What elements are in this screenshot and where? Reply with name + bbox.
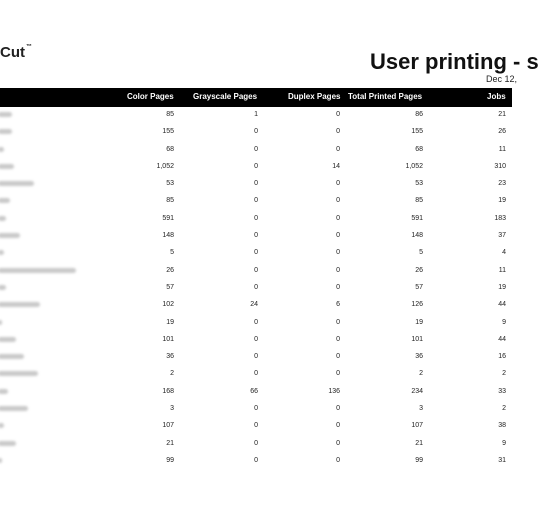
column-header-color-pages: Color Pages (127, 92, 174, 101)
report-title: User printing - s (370, 49, 539, 74)
grayscale-pages-cell: 0 (254, 232, 258, 240)
logo-trademark: ™ (26, 44, 32, 50)
table-row (0, 418, 512, 435)
column-header-grayscale-pages: Grayscale Pages (193, 92, 258, 101)
total-pages-cell: 1,052 (405, 162, 423, 170)
table-row (0, 107, 512, 124)
color-pages-cell: 26 (166, 266, 174, 274)
duplex-pages-cell: 0 (336, 405, 340, 413)
duplex-pages-cell: 14 (332, 162, 340, 170)
grayscale-pages-cell: 0 (254, 283, 258, 291)
duplex-pages-cell: 0 (336, 266, 340, 274)
jobs-cell: 19 (498, 197, 506, 205)
blurred-user-name (0, 250, 4, 255)
grayscale-pages-cell: 0 (254, 456, 258, 464)
grayscale-pages-cell: 1 (254, 111, 258, 118)
jobs-cell: 16 (498, 353, 506, 361)
duplex-pages-cell: 0 (336, 180, 340, 188)
jobs-cell: 23 (498, 180, 506, 188)
table-body (0, 107, 512, 470)
total-pages-cell: 148 (411, 232, 423, 240)
duplex-pages-cell: 0 (336, 145, 340, 153)
jobs-cell: 33 (498, 387, 506, 395)
jobs-cell: 38 (498, 422, 506, 430)
blurred-user-name (0, 285, 6, 290)
blurred-user-name (0, 337, 16, 342)
table-row (0, 176, 512, 193)
duplex-pages-cell: 0 (336, 232, 340, 240)
table-row (0, 211, 512, 228)
grayscale-pages-cell: 0 (254, 249, 258, 257)
blurred-user-name (0, 371, 38, 376)
color-pages-cell: 53 (166, 180, 174, 188)
duplex-pages-cell: 0 (336, 353, 340, 361)
duplex-pages-cell: 0 (336, 249, 340, 257)
jobs-cell: 31 (498, 456, 506, 464)
color-pages-cell: 155 (162, 128, 174, 136)
blurred-user-name (0, 164, 14, 169)
jobs-cell: 19 (498, 283, 506, 291)
duplex-pages-cell: 0 (336, 422, 340, 430)
total-pages-cell: 101 (411, 335, 423, 343)
color-pages-cell: 2 (170, 370, 174, 378)
total-pages-cell: 85 (415, 197, 423, 205)
brand-logo (0, 44, 32, 61)
duplex-pages-cell: 0 (336, 111, 340, 118)
grayscale-pages-cell: 0 (254, 145, 258, 153)
duplex-pages-cell: 0 (336, 439, 340, 447)
table-row (0, 193, 512, 210)
duplex-pages-cell: 0 (336, 128, 340, 136)
table-row (0, 297, 512, 314)
color-pages-cell: 107 (162, 422, 174, 430)
grayscale-pages-cell: 0 (254, 266, 258, 274)
blurred-user-name (0, 441, 16, 446)
total-pages-cell: 3 (419, 405, 423, 413)
grayscale-pages-cell: 0 (254, 353, 258, 361)
grayscale-pages-cell: 24 (250, 301, 258, 309)
blurred-user-name (0, 458, 2, 463)
total-pages-cell: 53 (415, 180, 423, 188)
blurred-user-name (0, 389, 8, 394)
total-pages-cell: 2 (419, 370, 423, 378)
grayscale-pages-cell: 0 (254, 214, 258, 222)
report-date: Dec 12, (486, 74, 518, 84)
table-row (0, 384, 512, 401)
table-row (0, 453, 512, 470)
total-pages-cell: 26 (415, 266, 423, 274)
color-pages-cell: 168 (162, 387, 174, 395)
table-header (0, 88, 512, 107)
color-pages-cell: 3 (170, 405, 174, 413)
jobs-cell: 44 (498, 301, 506, 309)
blurred-user-name (0, 112, 12, 117)
color-pages-cell: 591 (162, 214, 174, 222)
total-pages-cell: 234 (411, 387, 423, 395)
blurred-user-name (0, 129, 12, 134)
duplex-pages-cell: 136 (328, 387, 340, 395)
table-row (0, 245, 512, 262)
blurred-user-name (0, 302, 40, 307)
total-pages-cell: 99 (415, 456, 423, 464)
total-pages-cell: 5 (419, 249, 423, 257)
grayscale-pages-cell: 0 (254, 197, 258, 205)
duplex-pages-cell: 0 (336, 370, 340, 378)
jobs-cell: 2 (502, 405, 506, 413)
grayscale-pages-cell: 0 (254, 370, 258, 378)
table-row (0, 280, 512, 297)
total-pages-cell: 107 (411, 422, 423, 430)
table-row (0, 436, 512, 453)
jobs-cell: 4 (502, 249, 506, 257)
blurred-user-name (0, 216, 6, 221)
color-pages-cell: 21 (166, 439, 174, 447)
jobs-cell: 310 (494, 162, 506, 170)
jobs-cell: 44 (498, 335, 506, 343)
blurred-user-name (0, 198, 10, 203)
table-row (0, 142, 512, 159)
color-pages-cell: 1,052 (156, 162, 174, 170)
column-header-total-printed-pages: Total Printed Pages (348, 92, 423, 101)
table-row (0, 228, 512, 245)
column-header-jobs: Jobs (487, 92, 506, 101)
blurred-user-name (0, 320, 2, 325)
jobs-cell: 11 (498, 266, 506, 274)
duplex-pages-cell: 0 (336, 335, 340, 343)
color-pages-cell: 57 (166, 283, 174, 291)
grayscale-pages-cell: 0 (254, 162, 258, 170)
table-row (0, 315, 512, 332)
grayscale-pages-cell: 0 (254, 439, 258, 447)
grayscale-pages-cell: 0 (254, 180, 258, 188)
color-pages-cell: 101 (162, 335, 174, 343)
color-pages-cell: 19 (166, 318, 174, 326)
blurred-user-name (0, 181, 34, 186)
total-pages-cell: 19 (415, 318, 423, 326)
grayscale-pages-cell: 0 (254, 318, 258, 326)
table-row (0, 401, 512, 418)
grayscale-pages-cell: 0 (254, 422, 258, 430)
column-header-duplex-pages: Duplex Pages (288, 92, 341, 101)
color-pages-cell: 148 (162, 232, 174, 240)
blurred-user-name (0, 423, 4, 428)
color-pages-cell: 36 (166, 353, 174, 361)
duplex-pages-cell: 0 (336, 456, 340, 464)
total-pages-cell: 86 (415, 111, 423, 118)
color-pages-cell: 102 (162, 301, 174, 309)
table-row (0, 332, 512, 349)
total-pages-cell: 591 (411, 214, 423, 222)
blurred-user-name (0, 233, 20, 238)
jobs-cell: 37 (498, 232, 506, 240)
duplex-pages-cell: 0 (336, 214, 340, 222)
jobs-cell: 2 (502, 370, 506, 378)
table-row (0, 366, 512, 383)
duplex-pages-cell: 0 (336, 197, 340, 205)
color-pages-cell: 85 (166, 111, 174, 118)
grayscale-pages-cell: 0 (254, 405, 258, 413)
table-row (0, 263, 512, 280)
jobs-cell: 26 (498, 128, 506, 136)
color-pages-cell: 68 (166, 145, 174, 153)
total-pages-cell: 36 (415, 353, 423, 361)
duplex-pages-cell: 6 (336, 301, 340, 309)
duplex-pages-cell: 0 (336, 283, 340, 291)
jobs-cell: 183 (494, 214, 506, 222)
logo-text: Cut (0, 44, 25, 61)
blurred-user-name (0, 268, 76, 273)
grayscale-pages-cell: 0 (254, 128, 258, 136)
blurred-user-name (0, 147, 4, 152)
grayscale-pages-cell: 66 (250, 387, 258, 395)
blurred-user-name (0, 354, 24, 359)
table-row (0, 349, 512, 366)
blurred-user-name (0, 406, 28, 411)
total-pages-cell: 57 (415, 283, 423, 291)
table-row (0, 159, 512, 176)
jobs-cell: 9 (502, 439, 506, 447)
total-pages-cell: 68 (415, 145, 423, 153)
jobs-cell: 21 (498, 111, 506, 118)
total-pages-cell: 126 (411, 301, 423, 309)
color-pages-cell: 99 (166, 456, 174, 464)
grayscale-pages-cell: 0 (254, 335, 258, 343)
color-pages-cell: 85 (166, 197, 174, 205)
jobs-cell: 9 (502, 318, 506, 326)
color-pages-cell: 5 (170, 249, 174, 257)
jobs-cell: 11 (498, 145, 506, 153)
table-row (0, 124, 512, 141)
total-pages-cell: 155 (411, 128, 423, 136)
total-pages-cell: 21 (415, 439, 423, 447)
duplex-pages-cell: 0 (336, 318, 340, 326)
